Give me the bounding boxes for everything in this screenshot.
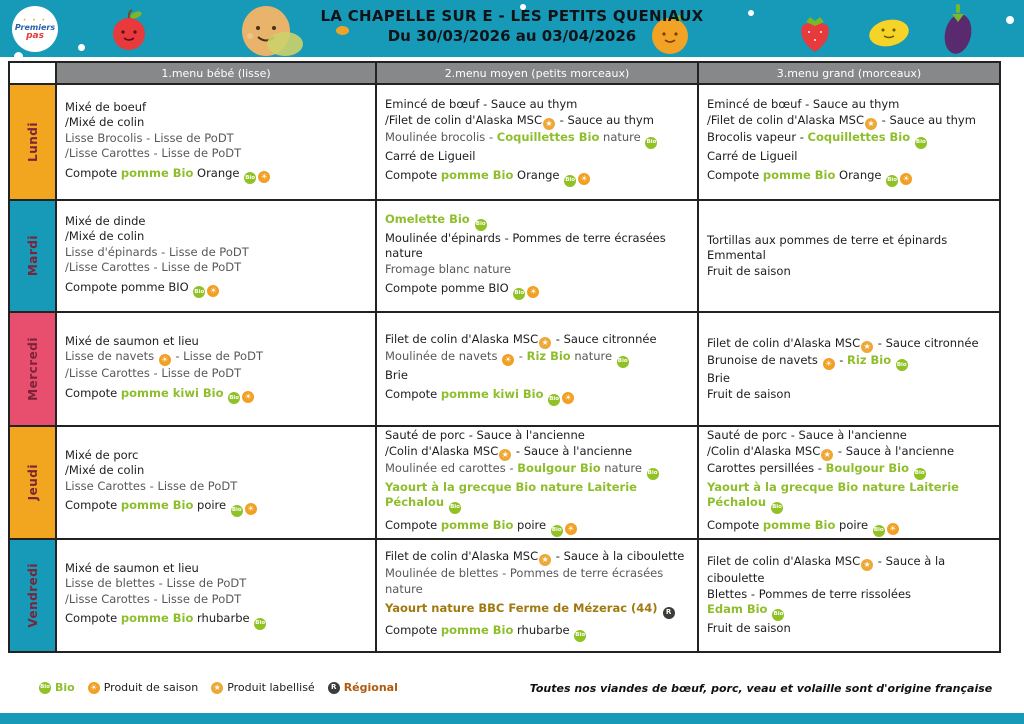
menu-line <box>65 146 367 162</box>
menu-line <box>65 386 367 405</box>
legend <box>38 681 404 694</box>
menu-text: Mixé de saumon et lieu <box>65 333 199 348</box>
menu-text: nature <box>570 349 616 363</box>
menu-line <box>707 621 991 637</box>
bio-icon: Bio <box>449 502 461 514</box>
menu-text: pomme kiwi Bio <box>440 387 544 402</box>
bio-icon: Bio <box>645 137 657 149</box>
label-icon: ★ <box>861 341 873 353</box>
menu-line <box>385 566 689 597</box>
menu-line <box>385 518 689 537</box>
menu-line <box>385 149 689 165</box>
menu-line <box>707 371 991 387</box>
menu-text: Brie <box>385 367 408 382</box>
menu-line <box>707 387 991 403</box>
top-banner <box>0 0 1024 57</box>
menu-line <box>385 113 689 130</box>
legend-label: Produit de saison <box>103 681 199 694</box>
menu-line <box>707 461 991 480</box>
menu-text: nature <box>600 460 646 475</box>
page-title: LA CHAPELLE SUR E - LES PETITS QUENIAUX <box>320 7 704 25</box>
day-text: Vendredi <box>25 563 40 628</box>
menu-text: Moulinée de blettes - Pommes de terre écrasées nature <box>385 566 664 596</box>
menu-text: Yaourt à la grecque Bio nature Laiterie Péchalou <box>385 479 637 510</box>
menu-text: Riz Bio <box>847 352 892 367</box>
menu-text: Compote pomme BIO <box>65 279 193 294</box>
season-icon: ☀ <box>578 173 590 185</box>
menu-text: - Sauce citronnée <box>874 335 979 350</box>
menu-line <box>707 444 991 461</box>
menu-line <box>385 262 689 278</box>
day-text: Jeudi <box>25 464 40 501</box>
menu-text: Mixé de porc <box>65 447 139 462</box>
menu-text: pomme Bio <box>762 517 836 532</box>
menu-text: Edam Bio <box>707 602 772 617</box>
menu-line <box>65 334 367 350</box>
bio-icon: Bio <box>254 618 266 630</box>
menu-line <box>65 479 367 495</box>
menu-line <box>385 332 689 349</box>
legend-label: Régional <box>343 681 398 694</box>
menu-line <box>385 623 689 642</box>
menu-text <box>909 461 913 475</box>
menu-text: Tortillas aux pommes de terre et épinards <box>707 232 948 247</box>
menu-text: Sauté de porc - Sauce à l'ancienne <box>707 428 907 443</box>
menu-text: /Colin d'Alaska MSC <box>707 443 821 458</box>
menu-text: Emmental <box>707 248 766 263</box>
menu-cell-jeudi-col2 <box>377 427 697 538</box>
menu-text: Orange <box>193 165 244 180</box>
menu-line <box>385 231 689 262</box>
menu-text: /Lisse Carottes - Lisse de PoDT <box>65 366 242 381</box>
menu-line <box>65 245 367 261</box>
menu-text: /Mixé de colin <box>65 115 145 130</box>
menu-text: Lisse Brocolis - Lisse de PoDT <box>65 130 234 145</box>
season-icon: ☀ <box>900 173 912 185</box>
menu-line <box>707 130 991 149</box>
season-icon: ☀ <box>887 523 899 535</box>
menu-cell-mercredi-col3 <box>699 313 999 425</box>
menu-text: Lisse de blettes - Lisse de PoDT <box>65 576 247 591</box>
decor-dot <box>78 44 85 51</box>
menu-text: Compote <box>707 517 763 532</box>
menu-text: Fruit de saison <box>707 621 791 636</box>
menu-text: Omelette Bio <box>385 212 474 226</box>
menu-cell-vendredi-col2 <box>377 540 697 651</box>
menu-line <box>385 130 689 149</box>
day-text: Lundi <box>25 122 40 162</box>
menu-text: /Lisse Carottes - Lisse de PoDT <box>65 146 242 161</box>
menu-text: Filet de colin d'Alaska MSC <box>385 549 539 564</box>
season-icon: ☀ <box>88 682 100 694</box>
bio-icon: Bio <box>228 392 240 404</box>
season-icon: ☀ <box>562 392 574 404</box>
menu-text: Carré de Ligueil <box>385 148 476 163</box>
menu-cell-jeudi-col3 <box>699 427 999 538</box>
menu-cell-lundi-col3 <box>699 85 999 199</box>
menu-text <box>891 353 895 367</box>
menu-text: pomme Bio <box>440 622 514 637</box>
menu-text: - <box>835 352 848 367</box>
menu-cell-mercredi-col1 <box>57 313 375 425</box>
menu-line <box>65 214 367 230</box>
menu-text: - Lisse de PoDT <box>171 349 263 364</box>
menu-line <box>385 549 689 566</box>
day-label-lundi <box>10 85 55 199</box>
menu-text: /Lisse Carottes - Lisse de PoDT <box>65 260 242 275</box>
menu-text: Riz Bio <box>526 349 571 363</box>
bio-icon: Bio <box>896 359 908 371</box>
legend-item-label <box>210 681 314 694</box>
menu-line <box>707 233 991 249</box>
menu-cell-lundi-col1 <box>57 85 375 199</box>
day-label-vendredi <box>10 540 55 651</box>
menu-text: Fruit de saison <box>707 263 791 278</box>
menu-line <box>65 611 367 630</box>
menu-cell-mercredi-col2 <box>377 313 697 425</box>
origin-note: Toutes nos viandes de bœuf, porc, veau et volaille sont d'origine française <box>529 682 993 695</box>
season-icon: ☀ <box>258 171 270 183</box>
menu-line <box>707 264 991 280</box>
menu-text: - Sauce citronnée <box>552 332 657 346</box>
season-icon: ☀ <box>565 523 577 535</box>
menu-line <box>707 602 991 621</box>
menu-text: pomme Bio <box>120 611 194 626</box>
label-icon: ★ <box>865 118 877 130</box>
menu-text: Lisse Carottes - Lisse de PoDT <box>65 478 238 493</box>
regional-icon: R <box>663 607 675 619</box>
menu-text: poire <box>835 517 872 532</box>
menu-text: Moulinée de navets <box>385 349 502 363</box>
day-text: Mercredi <box>25 337 40 401</box>
legend-item-bio <box>38 681 75 694</box>
bio-icon: Bio <box>475 219 487 231</box>
menu-cell-mardi-col3 <box>699 201 999 311</box>
menu-line <box>385 349 689 368</box>
menu-text: Compote <box>385 168 441 182</box>
menu-text: Compote pomme BIO <box>385 281 513 296</box>
menu-line <box>385 480 689 514</box>
menu-text: Blettes - Pommes de terre rissolées <box>707 586 912 601</box>
menu-line <box>65 448 367 464</box>
menu-text: Compote <box>65 385 121 400</box>
menu-text <box>910 130 914 144</box>
menu-line <box>65 463 367 479</box>
menu-line <box>385 212 689 231</box>
bio-icon: Bio <box>193 286 205 298</box>
menu-text: /Mixé de colin <box>65 229 145 244</box>
menu-text: Compote <box>385 517 441 532</box>
menu-line <box>385 97 689 113</box>
menu-cell-mardi-col2 <box>377 201 697 311</box>
day-label-mercredi <box>10 313 55 425</box>
menu-text: - Sauce à la ciboulette <box>552 549 685 564</box>
menu-line <box>65 280 367 299</box>
menu-line <box>65 498 367 517</box>
menu-line <box>385 281 689 300</box>
menu-text: Moulinée ed carottes - <box>385 460 518 475</box>
menu-cell-vendredi-col3 <box>699 540 999 651</box>
day-label-mardi <box>10 201 55 311</box>
menu-text: pomme Bio <box>120 165 194 180</box>
label-icon: ★ <box>539 554 551 566</box>
season-icon: ☀ <box>242 391 254 403</box>
day-label-jeudi <box>10 427 55 538</box>
menu-text: poire <box>513 517 550 532</box>
menu-text: pomme kiwi Bio <box>120 385 224 400</box>
bio-icon: Bio <box>617 356 629 368</box>
logo-dots: • • • <box>22 16 48 24</box>
menu-line <box>385 168 689 187</box>
menu-text: Brocolis vapeur - <box>707 129 808 144</box>
menu-text: Emincé de bœuf - Sauce au thym <box>707 97 900 112</box>
menu-text: Mixé de dinde <box>65 213 146 228</box>
bio-icon: Bio <box>915 137 927 149</box>
menu-text: Filet de colin d'Alaska MSC <box>707 554 861 569</box>
menu-text: /Lisse Carottes - Lisse de PoDT <box>65 591 242 606</box>
menu-line <box>707 336 991 353</box>
menu-text: /Filet de colin d'Alaska MSC <box>385 112 542 127</box>
menu-line <box>707 113 991 130</box>
legend-item-regional <box>327 681 398 694</box>
menu-text: Fruit de saison <box>707 386 791 401</box>
menu-text: Sauté de porc - Sauce à l'ancienne <box>385 428 585 443</box>
bio-icon: Bio <box>39 682 51 694</box>
menu-line <box>65 260 367 276</box>
menu-text: pomme Bio <box>440 168 514 182</box>
menu-text: Brunoise de navets <box>707 352 822 367</box>
season-icon: ☀ <box>527 286 539 298</box>
corner-cell <box>10 63 55 83</box>
menu-line <box>707 353 991 372</box>
banner-title-block <box>0 7 1024 45</box>
menu-text: Coquillettes Bio <box>496 129 600 144</box>
menu-text: Compote <box>65 498 121 513</box>
menu-text: Mixé de saumon et lieu <box>65 560 199 575</box>
menu-line <box>65 349 367 366</box>
menu-line <box>707 248 991 264</box>
label-icon: ★ <box>211 682 223 694</box>
menu-text: Lisse de navets <box>65 349 158 364</box>
regional-icon: R <box>328 682 340 694</box>
menu-cell-jeudi-col1 <box>57 427 375 538</box>
menu-line <box>385 428 689 444</box>
bio-icon: Bio <box>513 288 525 300</box>
column-header-2: 2.menu moyen (petits morceaux) <box>377 63 697 83</box>
day-text: Mardi <box>25 235 40 277</box>
menu-line <box>385 387 689 406</box>
menu-cell-lundi-col2 <box>377 85 697 199</box>
menu-text: - <box>515 349 527 363</box>
menu-line <box>707 518 991 537</box>
menu-text: Emincé de bœuf - Sauce au thym <box>385 97 578 112</box>
menu-text <box>544 387 548 401</box>
season-icon: ☀ <box>502 354 514 366</box>
menu-line <box>65 131 367 147</box>
menu-line <box>385 461 689 480</box>
menu-line <box>385 368 689 384</box>
menu-text: - Sauce au thym <box>877 112 976 127</box>
bio-icon: Bio <box>873 525 885 537</box>
menu-cell-mardi-col1 <box>57 201 375 311</box>
menu-text: Yaourt nature BBC Ferme de Mézerac (44) <box>385 601 662 616</box>
bio-icon: Bio <box>574 630 586 642</box>
menu-text: Carottes persillées - <box>707 460 826 475</box>
menu-text: pomme Bio <box>762 168 836 182</box>
menu-line <box>707 149 991 165</box>
bio-icon: Bio <box>886 175 898 187</box>
menu-line <box>65 592 367 608</box>
menu-text: Filet de colin d'Alaska MSC <box>707 335 861 350</box>
menu-line <box>707 168 991 187</box>
menu-line <box>385 444 689 461</box>
label-icon: ★ <box>821 449 833 461</box>
menu-text: pomme Bio <box>120 498 194 513</box>
legend-item-season <box>87 681 198 694</box>
menu-text: pomme Bio <box>440 517 514 532</box>
menu-cell-vendredi-col1 <box>57 540 375 651</box>
menu-line <box>65 115 367 131</box>
menu-line <box>707 428 991 444</box>
menu-line <box>65 576 367 592</box>
menu-line <box>707 587 991 603</box>
logo-text-top: Premiers <box>14 22 56 32</box>
bottom-teal-strip <box>0 713 1024 724</box>
menu-text: Yaourt à la grecque Bio nature Laiterie Péchalou <box>707 479 959 510</box>
column-header-3: 3.menu grand (morceaux) <box>699 63 999 83</box>
menu-line <box>65 100 367 116</box>
bio-icon: Bio <box>772 609 784 621</box>
menu-line <box>707 554 991 587</box>
menu-text: Orange <box>835 168 886 182</box>
decor-dot <box>14 52 23 61</box>
legend-label: Bio <box>55 681 75 694</box>
menu-line <box>707 480 991 514</box>
menu-line <box>65 229 367 245</box>
logo-text-bottom: pas <box>26 30 44 41</box>
menu-line <box>65 166 367 185</box>
menu-text <box>224 386 228 400</box>
date-range: Du 30/03/2026 au 03/04/2026 <box>387 27 637 45</box>
menu-text: Boulgour Bio <box>517 460 601 475</box>
season-icon: ☀ <box>159 354 171 366</box>
menu-text: - Sauce à la ciboulette <box>707 554 946 586</box>
menu-text: - Sauce à l'ancienne <box>834 443 955 458</box>
menu-text: Compote <box>385 622 441 637</box>
menu-text: rhubarbe <box>193 611 254 626</box>
label-icon: ★ <box>861 559 873 571</box>
bio-icon: Bio <box>914 468 926 480</box>
menu-text: /Colin d'Alaska MSC <box>385 443 499 458</box>
bio-icon: Bio <box>564 175 576 187</box>
bio-icon: Bio <box>548 394 560 406</box>
season-icon: ☀ <box>207 285 219 297</box>
bio-icon: Bio <box>551 525 563 537</box>
menu-text: Compote <box>65 165 121 180</box>
menu-text: /Filet de colin d'Alaska MSC <box>707 112 864 127</box>
bio-icon: Bio <box>231 505 243 517</box>
menu-text: Moulinée brocolis - <box>385 129 497 144</box>
menu-line <box>707 97 991 113</box>
premiers-pas-logo <box>12 6 58 52</box>
menu-text: Brie <box>707 371 730 386</box>
menu-text: Fromage blanc nature <box>385 261 512 276</box>
menu-text: poire <box>193 498 230 513</box>
season-icon: ☀ <box>245 503 257 515</box>
weekly-menu-table <box>8 61 1001 653</box>
season-icon: ☀ <box>823 358 835 370</box>
menu-text: Moulinée d'épinards - Pommes de terre écrasées nature <box>385 230 666 261</box>
label-icon: ★ <box>539 337 551 349</box>
menu-text: Compote <box>707 168 763 182</box>
label-icon: ★ <box>543 118 555 130</box>
menu-text: Compote <box>65 611 121 626</box>
menu-text: Mixé de boeuf <box>65 99 147 114</box>
menu-text: Orange <box>513 168 564 182</box>
bio-icon: Bio <box>244 172 256 184</box>
bio-icon: Bio <box>647 468 659 480</box>
menu-text: Coquillettes Bio <box>807 129 911 144</box>
menu-text: - Sauce à l'ancienne <box>512 443 633 458</box>
bio-icon: Bio <box>771 502 783 514</box>
legend-label: Produit labellisé <box>227 681 315 694</box>
menu-text: nature <box>599 129 645 144</box>
menu-text: Lisse d'épinards - Lisse de PoDT <box>65 244 249 259</box>
menu-line <box>65 366 367 382</box>
menu-text: Boulgour Bio <box>825 460 910 475</box>
menu-text: Compote <box>385 387 441 402</box>
menu-text: - Sauce au thym <box>555 112 654 127</box>
menu-text: Carré de Ligueil <box>707 148 798 163</box>
menu-line <box>385 601 689 619</box>
menu-text: rhubarbe <box>513 622 574 637</box>
label-icon: ★ <box>499 449 511 461</box>
menu-line <box>65 561 367 577</box>
column-header-1: 1.menu bébé (lisse) <box>57 63 375 83</box>
menu-text: /Mixé de colin <box>65 463 145 478</box>
menu-text: Filet de colin d'Alaska MSC <box>385 332 539 346</box>
